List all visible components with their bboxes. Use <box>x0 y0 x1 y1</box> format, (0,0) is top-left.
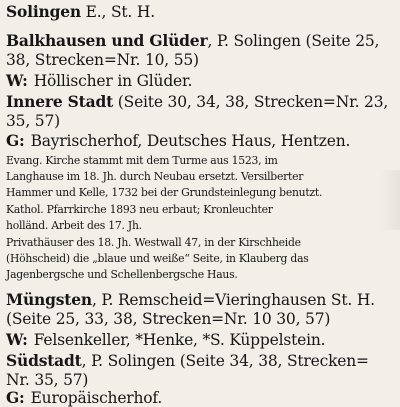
entry-innere-stadt-heading <box>6 94 388 111</box>
entry-suedstadt-heading <box>6 353 369 370</box>
entry-muengsten-info: , P. Remscheid=Vieringhausen St. H. <box>91 291 375 309</box>
entry-balkhausen-info: , P. Solingen (Seite 25, <box>207 32 380 50</box>
entry-balkhausen-wirtschaft <box>6 73 192 90</box>
entry-innere-stadt-gasthof <box>6 133 350 150</box>
entry-solingen-heading <box>6 4 155 21</box>
entry-solingen-info: E., St. H. <box>80 3 155 21</box>
note-line: (Höhscheid) die „blaue und weiße“ Seite, in Klauberg das <box>6 252 309 265</box>
gasthof-text: Europäischerhof. <box>30 389 163 407</box>
note-line: holländ. Arbeit des 17. Jh. <box>6 219 142 232</box>
note-line: Privathäuser des 18. Jh. Westwall 47, in der Kirschheide <box>6 236 301 249</box>
wirtschaft-key: W: <box>6 330 28 349</box>
gasthof-text: Bayrischerhof, Deutsches Haus, Hentzen. <box>30 132 351 150</box>
entry-balkhausen-info-cont: 38, Strecken=Nr. 10, 55) <box>6 51 199 69</box>
entry-solingen-name: Solingen <box>6 2 81 21</box>
entry-suedstadt-name: Südstadt <box>6 351 82 370</box>
entry-suedstadt-info-cont: Nr. 35, 57) <box>6 371 89 389</box>
entry-innere-stadt-info-cont: 35, 57) <box>6 112 60 130</box>
entry-suedstadt-gasthof <box>6 390 162 407</box>
note-line: Kathol. Pfarrkirche 1893 neu erbaut; Kronleuchter <box>6 203 273 216</box>
bleed-through-shadow <box>380 170 400 230</box>
entry-muengsten-heading <box>6 292 375 309</box>
wirtschaft-text: Höllischer in Glüder. <box>33 72 193 90</box>
note-line: Jagenbergsche und Schellenbergsche Haus. <box>6 268 238 281</box>
note-line: Evang. Kirche stammt mit dem Turme aus 1523, im <box>6 154 278 167</box>
entry-innere-stadt-info: (Seite 30, 34, 38, Strecken=Nr. 23, <box>113 93 389 111</box>
note-line: Hammer und Kelle, 1732 bei der Grundsteinlegung benutzt. <box>6 186 323 199</box>
entry-suedstadt-info: , P. Solingen (Seite 34, 38, Strecken= <box>81 352 369 370</box>
wirtschaft-key: W: <box>6 71 28 90</box>
wirtschaft-text: Felsenkeller, *Henke, *S. Küppelstein. <box>33 331 326 349</box>
entry-muengsten-wirtschaft <box>6 332 325 349</box>
gasthof-key: G: <box>6 131 25 150</box>
gasthof-key: G: <box>6 388 25 407</box>
entry-balkhausen-heading <box>6 33 379 50</box>
note-line: Langhause im 18. Jh. durch Neubau ersetzt. Versilberter <box>6 170 304 183</box>
entry-balkhausen-name: Balkhausen und Glüder <box>6 31 208 50</box>
entry-innere-stadt-name: Innere Stadt <box>6 92 114 111</box>
entry-muengsten-name: Müngsten <box>6 290 92 309</box>
entry-muengsten-info-cont: (Seite 25, 33, 38, Strecken=Nr. 10 30, 57) <box>6 310 331 328</box>
